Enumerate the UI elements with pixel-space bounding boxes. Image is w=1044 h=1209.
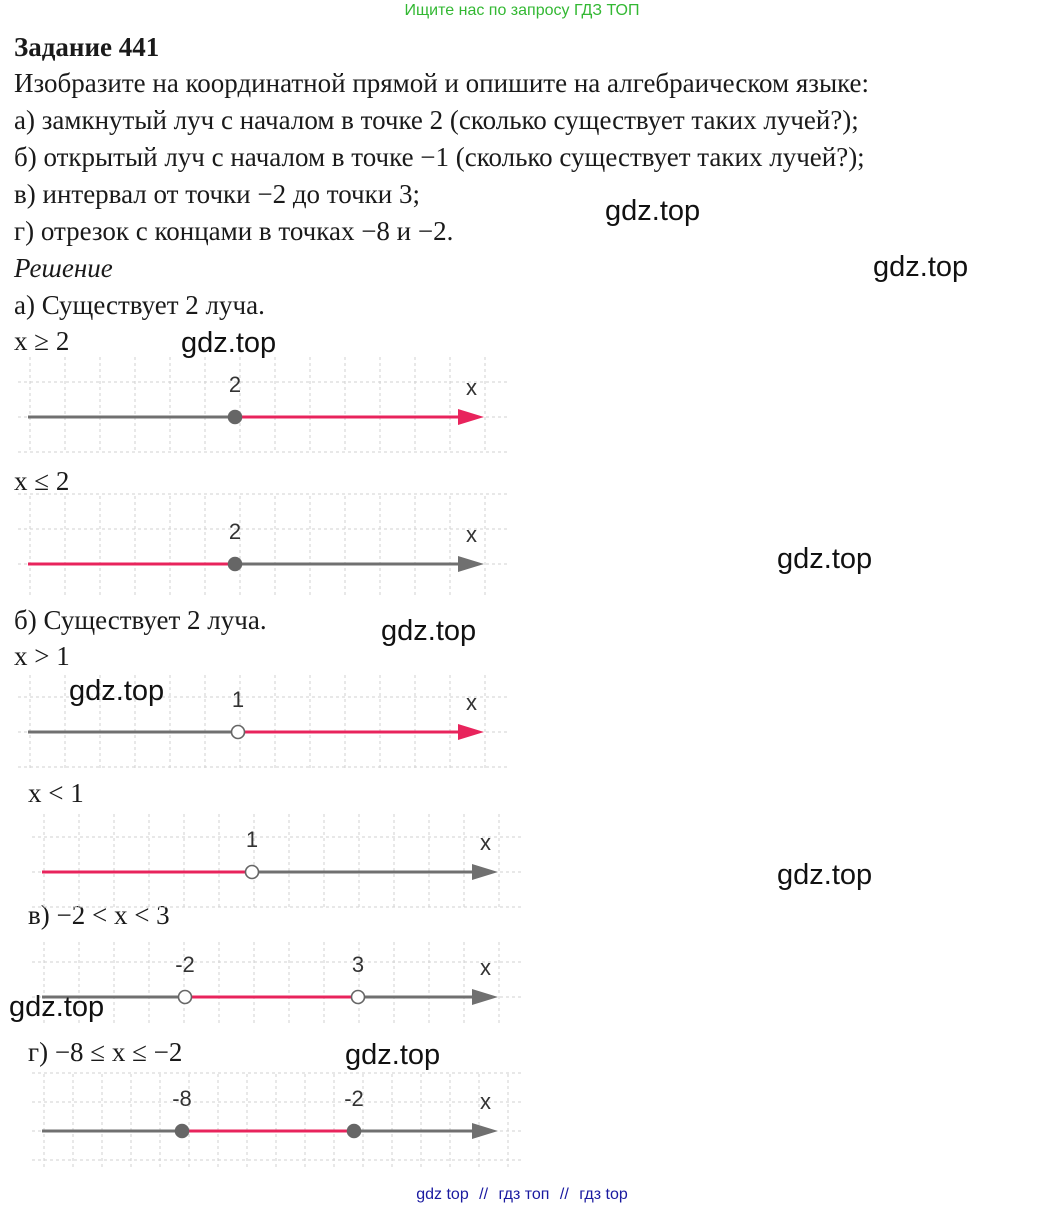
watermark: gdz.top: [873, 251, 969, 283]
axis-label: x: [480, 1089, 491, 1114]
task-item-c: в) интервал от точки −2 до точки 3;: [14, 179, 420, 209]
number-line-d: [32, 1072, 524, 1172]
solution-b1-label: x > 1: [14, 641, 70, 671]
axis-arrow: [458, 409, 484, 425]
closed-point: [176, 1125, 189, 1138]
watermark: gdz.top: [181, 327, 277, 359]
axis-label: x: [480, 955, 491, 980]
number-line-b2: [32, 812, 524, 912]
point-label: 1: [245, 827, 259, 852]
task-item-a: а) замкнутый луч с началом в точке 2 (сколько существует таких лучей?);: [14, 105, 859, 135]
closed-point: [229, 411, 242, 424]
task-prompt: Изобразите на координатной прямой и опишите на алгебраическом языке:: [14, 68, 870, 98]
watermark: gdz.top: [381, 615, 477, 647]
solution-a-text: а) Существует 2 луча.: [14, 290, 265, 320]
open-point: [179, 991, 192, 1004]
footer-link[interactable]: gdz top: [416, 1186, 469, 1203]
number-line-c: [32, 940, 524, 1028]
axis-arrow: [472, 989, 498, 1005]
footer-separator: //: [479, 1186, 489, 1203]
solution-d-label: г) −8 ≤ x ≤ −2: [28, 1037, 183, 1067]
footer-links: [0, 1184, 1044, 1206]
solution-c-label: в) −2 < x < 3: [28, 900, 170, 930]
axis-arrow: [458, 724, 484, 740]
search-banner: Ищите нас по запросу ГДЗ ТОП: [404, 2, 640, 19]
point-label: 1: [231, 687, 245, 712]
task-item-b: б) открытый луч с началом в точке −1 (сколько существует таких лучей?);: [14, 142, 865, 172]
point-label: -2: [344, 1086, 364, 1111]
axis-label: x: [480, 830, 491, 855]
solution-heading: Решение: [14, 253, 113, 283]
point-label: 2: [228, 519, 242, 544]
open-point: [232, 726, 245, 739]
axis-label: x: [466, 375, 477, 400]
open-point: [246, 866, 259, 879]
point-label: 3: [351, 952, 365, 977]
solution-a1-label: x ≥ 2: [14, 326, 70, 356]
footer-separator: //: [559, 1186, 569, 1203]
axis-arrow: [472, 1123, 498, 1139]
watermark: gdz.top: [777, 543, 873, 575]
watermark: gdz.top: [345, 1039, 441, 1071]
task-item-d: г) отрезок с концами в точках −8 и −2.: [14, 216, 454, 246]
solution-b2-label: x < 1: [28, 778, 84, 808]
axis-arrow: [472, 864, 498, 880]
watermark: gdz.top: [69, 675, 165, 707]
open-point: [352, 991, 365, 1004]
axis-arrow: [458, 556, 484, 572]
number-line-a1: [18, 355, 510, 455]
point-label: 2: [228, 372, 242, 397]
watermark: gdz.top: [777, 859, 873, 891]
solution-b-text: б) Существует 2 луча.: [14, 605, 267, 635]
point-label: -8: [172, 1086, 192, 1111]
task-title: Задание 441: [14, 32, 160, 62]
axis-label: x: [466, 690, 477, 715]
footer-link[interactable]: гдз топ: [498, 1186, 550, 1203]
watermark: gdz.top: [9, 991, 105, 1023]
point-label: -2: [175, 952, 195, 977]
axis-label: x: [466, 522, 477, 547]
number-line-a2: [18, 494, 510, 598]
solution-a2-label: x ≤ 2: [14, 466, 70, 496]
closed-point: [348, 1125, 361, 1138]
closed-point: [229, 558, 242, 571]
watermark: gdz.top: [605, 195, 701, 227]
footer-link[interactable]: гдз top: [579, 1186, 628, 1203]
